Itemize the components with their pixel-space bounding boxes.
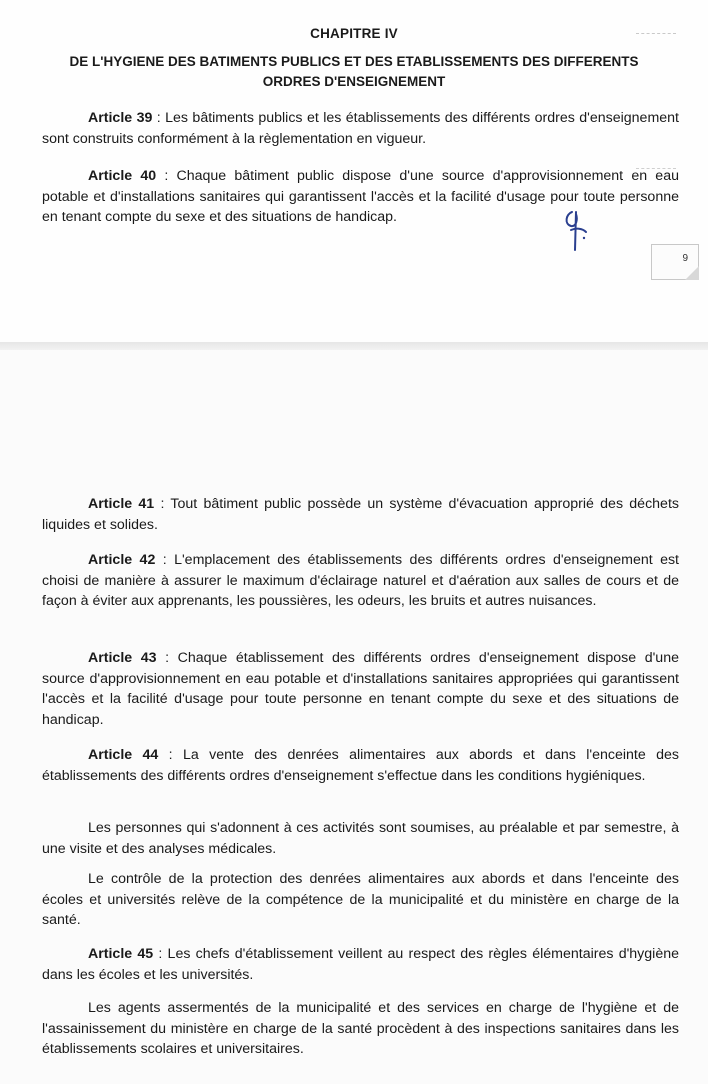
article-label: Article 41	[88, 496, 155, 512]
article-label: Article 39	[88, 110, 153, 126]
article-text: : La vente des denrées alimentaires aux abords et dans l'enceinte des établissements des différents ordres d'enseignement s'effectue dans les conditions hygiéniques.	[42, 747, 679, 784]
article-text: : Tout bâtiment public possède un système d'évacuation approprié des déchets liquides et solides.	[42, 496, 679, 533]
chapter-heading: DE L'HYGIENE DES BATIMENTS PUBLICS ET DES ETABLISSEMENTS DES DIFFERENTS ORDRES D'ENSEIGNEMENT	[69, 54, 639, 89]
document-page-2	[0, 350, 708, 1084]
article-text: : Chaque établissement des différents ordres d'enseignement dispose d'une source d'approvisionnement en eau potable et d'installations sanitaires appropriées qui garantissent l'accès et la facilité d'usage pour toute personne en tenant compte du sexe et des situations de handicap.	[42, 650, 679, 728]
document-page-1	[0, 0, 708, 342]
article-43	[42, 648, 679, 730]
article-44	[42, 745, 679, 786]
article-text: : L'emplacement des établissements des différents ordres d'enseignement est choisi de manière à assurer le maximum d'éclairage naturel et d'aération aux salles de cours et de façon à éviter aux apprenants, les poussières, les odeurs, les bruits et autres nuisances.	[42, 552, 679, 609]
article-41	[42, 494, 679, 535]
article-label: Article 40	[88, 168, 157, 184]
article-44-paragraph-3: Le contrôle de la protection des denrées alimentaires aux abords et dans l'enceinte des écoles et universités relève de la compétence de la municipalité et du ministère en charge de la santé.	[42, 871, 679, 928]
page-number-box	[651, 244, 699, 280]
handwritten-initials-icon	[562, 206, 592, 254]
article-text: : Les bâtiments publics et les établissements des différents ordres d'enseignement sont construits conformément à la règlementation en vigueur.	[42, 110, 679, 147]
page-fold-icon	[685, 266, 699, 280]
page-separator	[0, 342, 708, 350]
article-44-paragraph-2: Les personnes qui s'adonnent à ces activités sont soumises, au préalable et par semestre, à une visite et des analyses médicales.	[42, 820, 679, 857]
article-text: : Les chefs d'établissement veillent au respect des règles élémentaires d'hygiène dans les écoles et les universités.	[42, 946, 679, 983]
article-45	[42, 944, 679, 985]
article-label: Article 43	[88, 650, 157, 666]
article-label: Article 42	[88, 552, 156, 568]
article-label: Article 44	[88, 747, 159, 763]
article-45-paragraph-2: Les agents assermentés de la municipalité et des services en charge de l'hygiène et de l'assainissement du ministère en charge de la santé procèdent à des inspections sanitaires dans les établissements scolaires et universitaires.	[42, 1000, 679, 1057]
chapter-title: CHAPITRE IV	[310, 26, 398, 41]
article-text: : Chaque bâtiment public dispose d'une source d'approvisionnement en eau potable et d'installations sanitaires qui garantissent l'accès et la facilité d'usage pour toute personne en tenant compte du sexe et des situations de handicap.	[42, 168, 679, 225]
page-number: 9	[682, 253, 688, 264]
article-39	[42, 108, 679, 149]
article-42	[42, 550, 679, 612]
article-label: Article 45	[88, 946, 154, 962]
